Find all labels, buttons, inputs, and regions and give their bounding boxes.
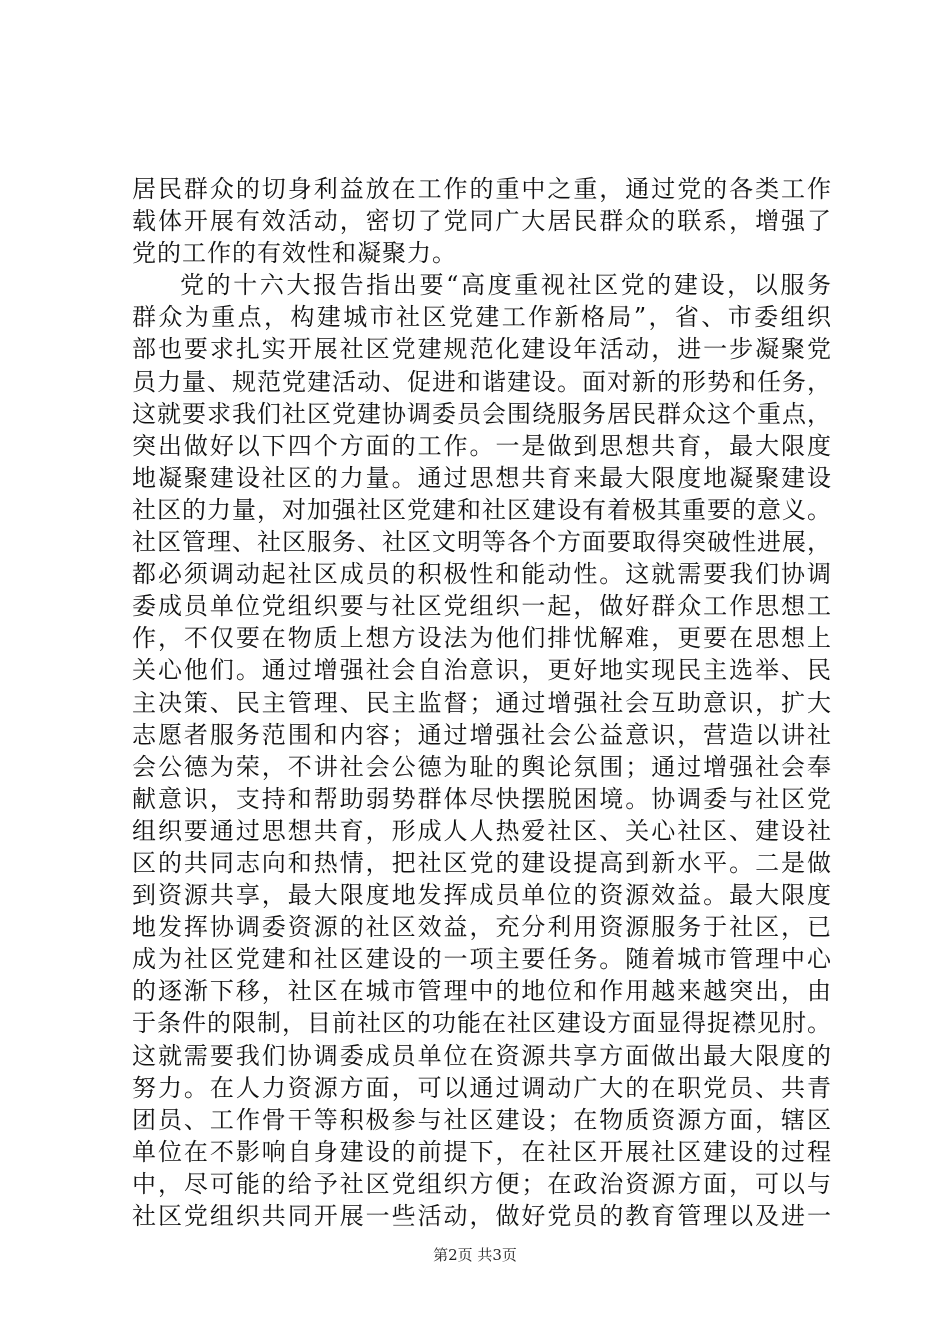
text-line: 载体开展有效活动，密切了党同广大居民群众的联系，增强了 — [132, 207, 832, 236]
text-line: 会公德为荣，不讲社会公德为耻的舆论氛围；通过增强社会奉 — [132, 752, 832, 781]
text-line: 献意识，支持和帮助弱势群体尽快摆脱困境。协调委与社区党 — [132, 784, 832, 813]
text-line: 群众为重点，构建城市社区党建工作新格局”，省、市委组织 — [132, 303, 832, 332]
text-line: 委成员单位党组织要与社区党组织一起，做好群众工作思想工 — [132, 592, 832, 621]
page-number: 第2页 共3页 — [433, 1246, 517, 1264]
text-line: 党的十六大报告指出要“高度重视社区党的建设，以服务 — [180, 271, 832, 300]
text-line: 主决策、民主管理、民主监督；通过增强社会互助意识，扩大 — [132, 688, 832, 717]
text-line: 的逐渐下移，社区在城市管理中的地位和作用越来越突出，由 — [132, 977, 832, 1006]
text-line: 努力。在人力资源方面，可以通过调动广大的在职党员、共青 — [132, 1073, 832, 1102]
text-line: 社区党组织共同开展一些活动，做好党员的教育管理以及进一 — [132, 1202, 832, 1230]
text-line: 单位在不影响自身建设的前提下，在社区开展社区建设的过程 — [132, 1137, 832, 1166]
text-line: 居民群众的切身利益放在工作的重中之重，通过党的各类工作 — [132, 175, 832, 203]
text-line: 社区管理、社区服务、社区文明等各个方面要取得突破性进展， — [132, 528, 832, 557]
text-line: 成为社区党建和社区建设的一项主要任务。随着城市管理中心 — [132, 945, 832, 974]
text-line: 关心他们。通过增强社会自治意识，更好地实现民主选举、民 — [132, 656, 832, 685]
text-line: 员力量、规范党建活动、促进和谐建设。面对新的形势和任务， — [132, 367, 832, 396]
text-line: 组织要通过思想共育，形成人人热爱社区、关心社区、建设社 — [132, 816, 832, 845]
body-text — [132, 173, 832, 1232]
text-line: 部也要求扎实开展社区党建规范化建设年活动，进一步凝聚党 — [132, 335, 832, 364]
text-line: 地凝聚建设社区的力量。通过思想共育来最大限度地凝聚建设 — [132, 463, 832, 492]
text-line: 都必须调动起社区成员的积极性和能动性。这就需要我们协调 — [132, 560, 832, 589]
text-line: 团员、工作骨干等积极参与社区建设；在物质资源方面，辖区 — [132, 1105, 832, 1134]
text-line: 作，不仅要在物质上想方设法为他们排忧解难，更要在思想上 — [132, 624, 832, 653]
text-line: 突出做好以下四个方面的工作。一是做到思想共育，最大限度 — [132, 431, 832, 460]
text-line: 中，尽可能的给予社区党组织方便；在政治资源方面，可以与 — [132, 1169, 832, 1198]
text-line: 地发挥协调委资源的社区效益，充分利用资源服务于社区，已 — [132, 913, 832, 942]
text-line: 于条件的限制，目前社区的功能在社区建设方面显得捉襟见肘。 — [132, 1009, 832, 1038]
text-line: 志愿者服务范围和内容；通过增强社会公益意识，营造以讲社 — [132, 720, 832, 749]
text-line: 到资源共享，最大限度地发挥成员单位的资源效益。最大限度 — [132, 881, 832, 910]
text-line: 这就要求我们社区党建协调委员会围绕服务居民群众这个重点， — [132, 399, 832, 428]
text-line: 党的工作的有效性和凝聚力。 — [132, 239, 457, 268]
text-line: 这就需要我们协调委成员单位在资源共享方面做出最大限度的 — [132, 1041, 832, 1070]
text-line: 区的共同志向和热情，把社区党的建设提高到新水平。二是做 — [132, 848, 832, 877]
text-line: 社区的力量，对加强社区党建和社区建设有着极其重要的意义。 — [132, 495, 832, 524]
